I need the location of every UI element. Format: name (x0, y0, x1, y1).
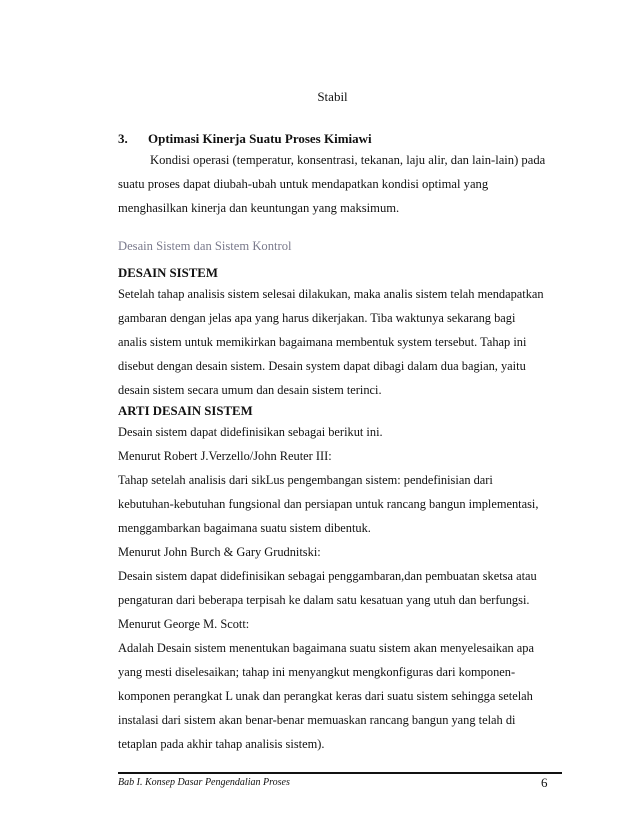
footer-chapter-title: Bab I. Konsep Dasar Pengendalian Proses (118, 777, 290, 788)
word: untuk (279, 177, 309, 191)
arti-desain-body (118, 420, 566, 756)
word: mendapatkan (311, 177, 379, 191)
paragraph-line-justified (118, 172, 558, 196)
body-line: analis sistem untuk memikirkan bagaimana membentuk system tersebut. Tahap ini (118, 335, 527, 349)
word: suatu (118, 177, 145, 191)
body-line: Desain sistem dapat didefinisikan sebagai penggambaran,dan pembuatan sketsa atau (118, 569, 537, 583)
body-line: Adalah Desain sistem menentukan bagaimana suatu sistem akan menyelesaikan apa (118, 641, 534, 655)
section-title: Optimasi Kinerja Suatu Proses Kimiawi (148, 131, 372, 146)
subheading: Desain Sistem dan Sistem Kontrol (118, 239, 292, 253)
footer-rule (118, 772, 562, 774)
body-line: Tahap setelah analisis dari sikLus pengembangan sistem: pendefinisian dari (118, 473, 493, 487)
section-3-paragraph (118, 148, 558, 220)
paragraph-line: menghasilkan kinerja dan keuntungan yang maksimum. (118, 201, 400, 215)
body-line: Setelah tahap analisis sistem selesai dilakukan, maka analis sistem telah mendapatkan (118, 287, 544, 301)
body-line: menggambarkan bagaimana suatu sistem dibentuk. (118, 521, 371, 535)
body-line: kebutuhan-kebutuhan fungsional dan persiapan untuk rancang bangun implementasi, (118, 497, 539, 511)
body-line: desain sistem secara umum dan desain sistem terinci. (118, 383, 382, 397)
body-line: instalasi dari sistem akan benar-benar memuaskan rancang bangun yang telah di (118, 713, 516, 727)
body-line: yang mesti diselesaikan; tahap ini menyangkut mengkonfiguras dari komponen- (118, 665, 516, 679)
word: kondisi (381, 177, 419, 191)
word: diubah-ubah (213, 177, 277, 191)
section-number: 3. (118, 131, 128, 146)
body-line: Desain sistem dapat didefinisikan sebagai berikut ini. (118, 425, 383, 439)
word: dapat (183, 177, 211, 191)
body-line: disebut dengan desain sistem. Desain system dapat dibagi dalam dua bagian, yaitu (118, 359, 526, 373)
word: optimal (422, 177, 461, 191)
arti-desain-heading: ARTI DESAIN SISTEM (118, 404, 253, 418)
word: proses (147, 177, 180, 191)
word: yang (463, 177, 489, 191)
body-line: gambaran dengan jelas apa yang harus dikerjakan. Tiba waktunya sekarang bagi (118, 311, 516, 325)
paragraph-line: Kondisi operasi (temperatur, konsentrasi, tekanan, laju alir, dan lain-lain) pada (150, 153, 546, 167)
body-line: tetaplan pada akhir tahap analisis sistem). (118, 737, 325, 751)
body-line: Menurut Robert J.Verzello/John Reuter III: (118, 449, 332, 463)
body-line: Menurut John Burch & Gary Grudnitski: (118, 545, 321, 559)
body-line: Menurut George M. Scott: (118, 617, 250, 631)
body-line: komponen perangkat L unak dan perangkat keras dari suatu sistem sehingga setelah (118, 689, 533, 703)
desain-sistem-body (118, 282, 566, 402)
desain-sistem-heading: DESAIN SISTEM (118, 266, 218, 280)
header-stabil: Stabil (317, 89, 348, 104)
body-line: pengaturan dari beberapa terpisah ke dalam satu kesatuan yang utuh dan berfungsi. (118, 593, 530, 607)
page-number: 6 (541, 775, 548, 790)
